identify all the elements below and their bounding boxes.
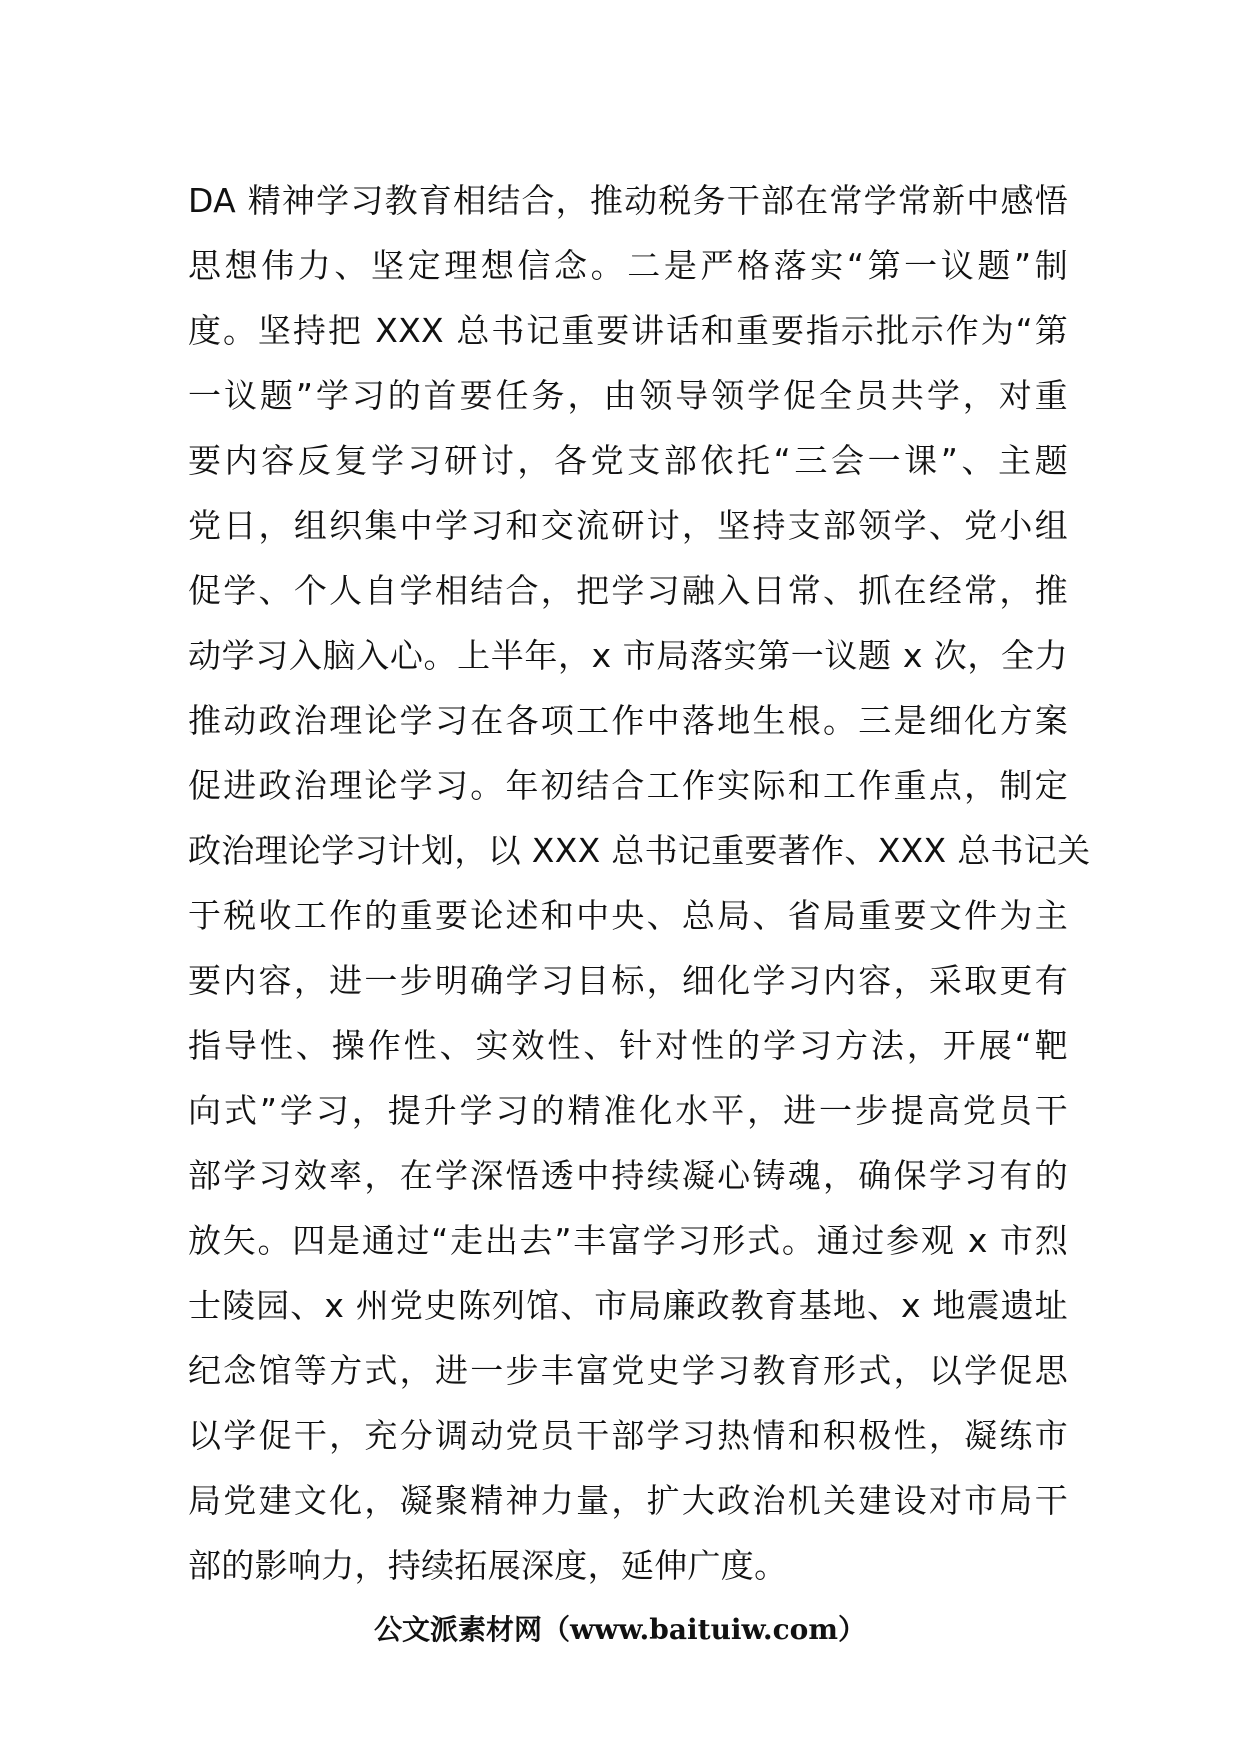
text-line: 促学、个人自学相结合，把学习融入日常、抓在经常，推 [188, 571, 1068, 610]
text-line: 要内容反复学习研讨，各党支部依托“三会一课”、主题 [188, 441, 1068, 480]
text-line: 党日，组织集中学习和交流研讨，坚持支部领学、党小组 [188, 506, 1068, 545]
text-line: 纪念馆等方式，进一步丰富党史学习教育形式，以学促思 [188, 1351, 1068, 1390]
text-line: 促进政治理论学习。年初结合工作实际和工作重点，制定 [188, 766, 1068, 805]
text-line: 放矢。四是通过“走出去”丰富学习形式。通过参观 x 市烈 [188, 1221, 1068, 1260]
text-line: 度。坚持把 XXX 总书记重要讲话和重要指示批示作为“第 [188, 311, 1068, 350]
text-line: 政治理论学习计划，以 XXX 总书记重要著作、XXX 总书记关 [188, 831, 1091, 870]
text-line: 于税收工作的重要论述和中央、总局、省局重要文件为主 [188, 896, 1068, 935]
text-line: 动学习入脑入心。上半年，x 市局落实第一议题 x 次，全力 [188, 636, 1068, 675]
text-line: 以学促干，充分调动党员干部学习热情和积极性，凝练市 [188, 1416, 1068, 1455]
text-line: 要内容，进一步明确学习目标，细化学习内容，采取更有 [188, 961, 1068, 1000]
body-paragraph [188, 168, 1091, 1598]
text-line: 推动政治理论学习在各项工作中落地生根。三是细化方案 [188, 701, 1068, 740]
text-line: 一议题”学习的首要任务，由领导领学促全员共学，对重 [188, 376, 1068, 415]
text-line: DA 精神学习教育相结合，推动税务干部在常学常新中感悟 [188, 181, 1068, 220]
text-line: 指导性、操作性、实效性、针对性的学习方法，开展“靶 [188, 1026, 1068, 1065]
text-line: 局党建文化，凝聚精神力量，扩大政治机关建设对市局干 [188, 1481, 1068, 1520]
text-line: 思想伟力、坚定理想信念。二是严格落实“第一议题”制 [188, 246, 1068, 285]
text-line: 向式”学习，提升学习的精准化水平，进一步提高党员干 [188, 1091, 1068, 1130]
text-line: 部的影响力，持续拓展深度，延伸广度。 [188, 1546, 788, 1585]
footer-watermark: 公文派素材网（www.baituiw.com） [374, 1613, 866, 1646]
text-line: 士陵园、x 州党史陈列馆、市局廉政教育基地、x 地震遗址 [188, 1286, 1068, 1325]
text-line: 部学习效率，在学深悟透中持续凝心铸魂，确保学习有的 [188, 1156, 1068, 1195]
